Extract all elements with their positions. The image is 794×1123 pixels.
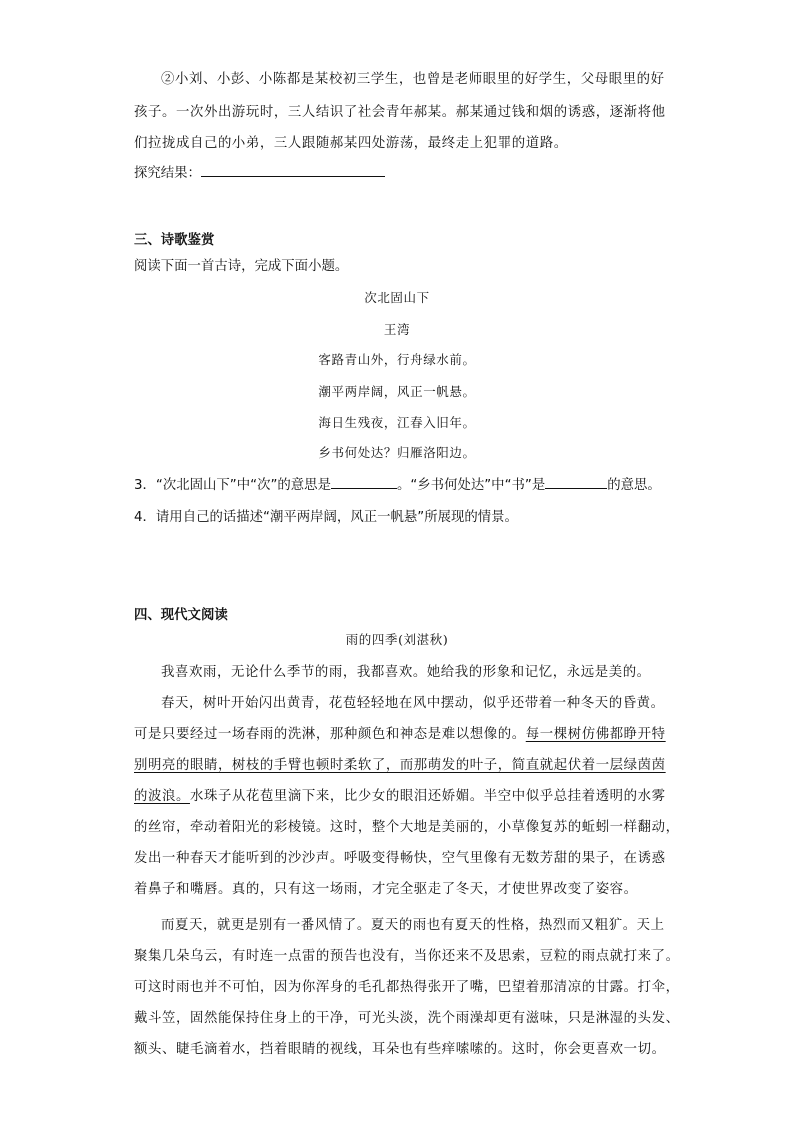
poetry-instruction: 阅读下面一首古诗，完成下面小题。 [134, 259, 349, 274]
case2-line-3: 们拉拢成自己的小弟，三人跟随郝某四处游荡，最终走上犯罪的道路。 [134, 136, 568, 151]
question-3-text-c: 的意思。 [607, 478, 661, 493]
article-line-6: 的丝帘，牵动着阳光的彩棱镜。这时，整个大地是美丽的，小草像复苏的蚯蚓一样翻动， [134, 820, 680, 835]
poem-line-1: 客路青山外，行舟绿水前。 [318, 352, 476, 367]
article-line-5-plain: 水珠子从花苞里滴下来，比少女的眼泪还娇媚。半空中似乎总挂着透明的水雾 [189, 789, 666, 804]
question-3-blank-2[interactable] [545, 474, 607, 489]
poetry-section-heading: 三、诗歌鉴赏 [134, 233, 215, 248]
poem-author: 王湾 [383, 322, 411, 337]
result-label: 探究结果： [134, 166, 201, 181]
poem-title: 次北固山下 [364, 290, 430, 305]
poem-line-4: 乡书何处达？归雁洛阳边。 [318, 445, 476, 460]
case2-line-1: ②小刘、小彭、小陈都是某校初三学生，也曾是老师眼里的好学生，父母眼里的好 [161, 72, 665, 87]
article-line-10: 聚集几朵乌云，有时连一点雷的预告也没有，当你还来不及思索，豆粒的雨点就打来了。 [134, 949, 680, 964]
result-row [134, 162, 385, 181]
question-3-text-b: 。“乡书何处达”中“书”是 [396, 478, 546, 493]
article-line-1: 我喜欢雨，无论什么季节的雨，我都喜欢。她给我的形象和记忆，永远是美的。 [161, 665, 651, 680]
article-line-5 [134, 785, 666, 804]
article-line-13: 额头、睫毛滴着水，挡着眼睛的视线，耳朵也有些痒嗦嗦的。这时，你会更喜欢一切。 [134, 1042, 666, 1057]
poem-line-2: 潮平两岸阔，风正一帆悬。 [318, 384, 476, 399]
article-line-5-underlined: 的波浪。 [134, 789, 190, 804]
article-line-9: 而夏天，就更是别有一番风情了。夏天的雨也有夏天的性格，热烈而又粗犷。天上 [161, 918, 665, 933]
article-line-3-underlined: 每一棵树仿佛都睁开特 [525, 727, 666, 742]
article-line-3 [134, 723, 666, 742]
case2-line-2: 孩子。一次外出游玩时，三人结识了社会青年郝某。郝某通过钱和烟的诱惑，逐渐将他 [134, 105, 666, 120]
article-line-7: 发出一种春天才能听到的沙沙声。呼吸变得畅快，空气里像有无数芳甜的果子，在诱惑 [134, 851, 666, 866]
article-line-2: 春天，树叶开始闪出黄青，花苞轻轻地在风中摆动，似乎还带着一种冬天的昏黄。 [161, 696, 665, 711]
article-title: 雨的四季(刘湛秋) [345, 632, 449, 647]
article-line-4: 别明亮的眼睛，树枝的手臂也顿时柔软了，而那萌发的叶子，简直就起伏着一层绿茵茵 [134, 758, 666, 773]
question-3 [134, 474, 661, 493]
question-4: 4．请用自己的话描述“潮平两岸阔，风正一帆悬”所展现的情景。 [134, 510, 518, 525]
question-3-blank-1[interactable] [331, 474, 397, 489]
question-3-text-a: 3．“次北固山下”中“次”的意思是 [134, 478, 331, 493]
article-line-11: 可这时雨也并不可怕，因为你浑身的毛孔都热得张开了嘴，巴望着那清凉的甘露。打伞， [134, 980, 680, 995]
article-line-8: 着鼻子和嘴唇。真的，只有这一场雨，才完全驱走了冬天，才使世界改变了姿容。 [134, 882, 638, 897]
poem-line-3: 海日生残夜，江春入旧年。 [318, 415, 476, 430]
result-answer-blank[interactable] [201, 162, 385, 177]
article-line-3-plain: 可是只要经过一场春雨的洗淋，那种颜色和神态是难以想像的。 [134, 727, 526, 742]
modern-section-heading: 四、现代文阅读 [134, 608, 228, 623]
article-line-12: 戴斗笠，固然能保持住身上的干净，可光头淡，洗个雨澡却更有滋味，只是淋湿的头发、 [134, 1011, 680, 1026]
